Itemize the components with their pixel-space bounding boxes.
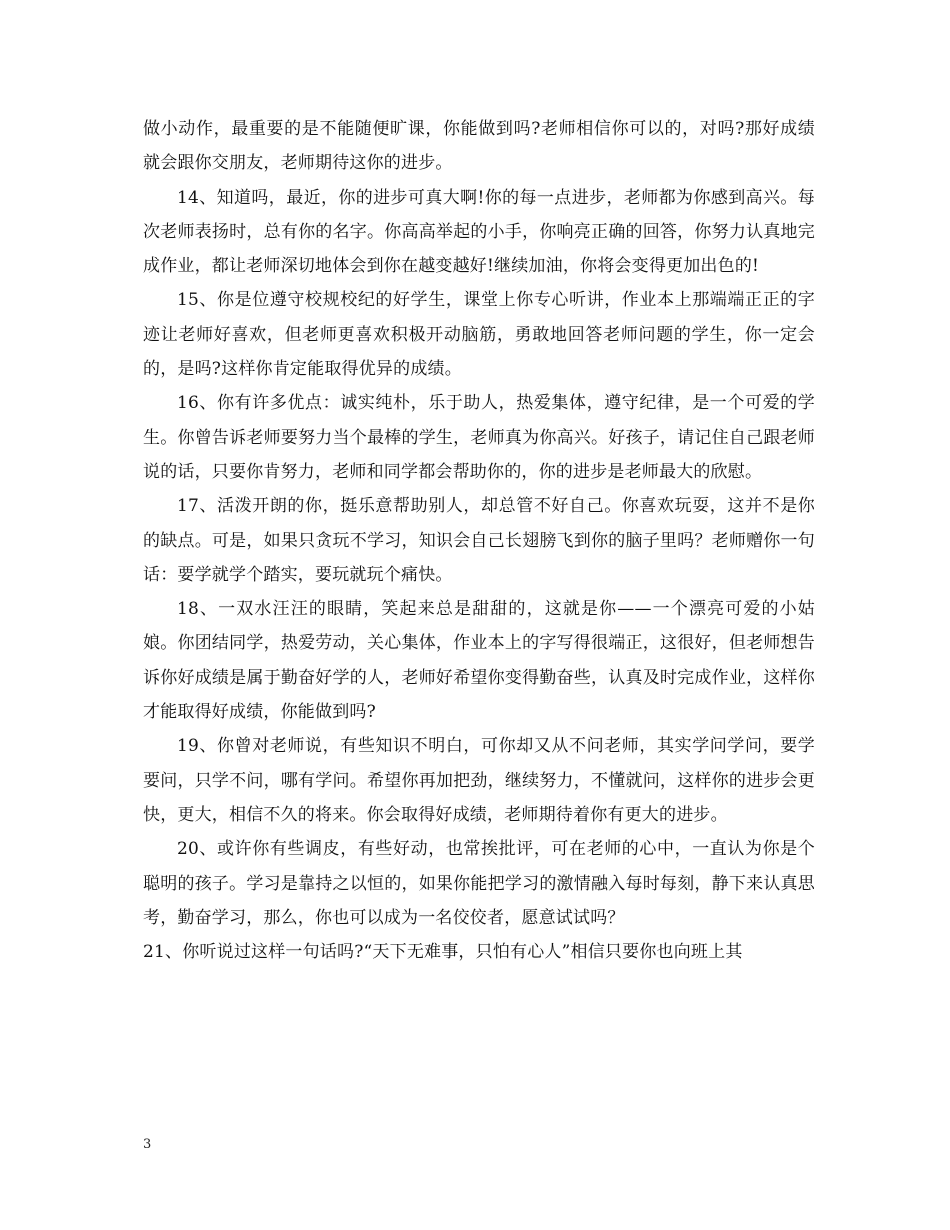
paragraph-20: 20、或许你有些调皮，有些好动，也常挨批评，可在老师的心中，一直认为你是个聪明的孩子。学习是靠持之以恒的，如果你能把学习的激情融入每时每刻，静下来认真思考，勤奋学习，那么，你也可以成为一名佼佼者，愿意试试吗？ [143,839,815,928]
paragraph-14: 14、知道吗，最近，你的进步可真大啊!你的每一点进步，老师都为你感到高兴。每次老师表扬时，总有你的名字。你高高举起的小手，你响亮正确的回答，你努力认真地完成作业，都让老师深切地体会到你在越变越好!继续加油，你将会变得更加出色的! [143,187,815,277]
paragraph-18: 18、一双水汪汪的眼睛，笑起来总是甜甜的，这就是你——一个漂亮可爱的小姑娘。你团结同学，热爱劳动，关心集体，作业本上的字写得很端正，这很好，但老师想告诉你好成绩是属于勤奋好学的人，老师好希望你变得勤奋些，认真及时完成作业，这样你才能取得好成绩，你能做到吗? [143,599,815,723]
body-text [143,112,815,969]
paragraph-21: 21、你听说过这样一句话吗?“天下无难事，只怕有心人”相信只要你也向班上其 [143,942,743,963]
paragraph-15: 15、你是位遵守校规校纪的好学生，课堂上你专心听讲，作业本上那端端正正的字迹让老师好喜欢，但老师更喜欢积极开动脑筋，勇敢地回答老师问题的学生，你一定会的，是吗?这样你肯定能取得优异的成绩。 [143,290,815,380]
paragraph-19: 19、你曾对老师说，有些知识不明白，可你却又从不问老师，其实学问学问，要学要问，只学不问，哪有学问。希望你再加把劲，继续努力，不懂就问，这样你的进步会更快，更大，相信不久的将来。你会取得好成绩，老师期待着你有更大的进步。 [143,736,815,825]
page-number: 3 [143,1137,152,1152]
paragraph-continuation: 做小动作，最重要的是不能随便旷课，你能做到吗?老师相信你可以的，对吗?那好成绩就会跟你交朋友，老师期待这你的进步。 [143,119,815,174]
paragraph-16: 16、你有许多优点：诚实纯朴，乐于助人，热爱集体，遵守纪律，是一个可爱的学生。你曾告诉老师要努力当个最棒的学生，老师真为你高兴。好孩子，请记住自己跟老师说的话，只要你肯努力，老师和同学都会帮助你的，你的进步是老师最大的欣慰。 [143,393,815,482]
paragraph-17: 17、活泼开朗的你，挺乐意帮助别人，却总管不好自己。你喜欢玩耍，这并不是你的缺点。可是，如果只贪玩不学习，知识会自己长翅膀飞到你的脑子里吗？老师赠你一句话：要学就学个踏实，要玩就玩个痛快。 [143,496,815,585]
